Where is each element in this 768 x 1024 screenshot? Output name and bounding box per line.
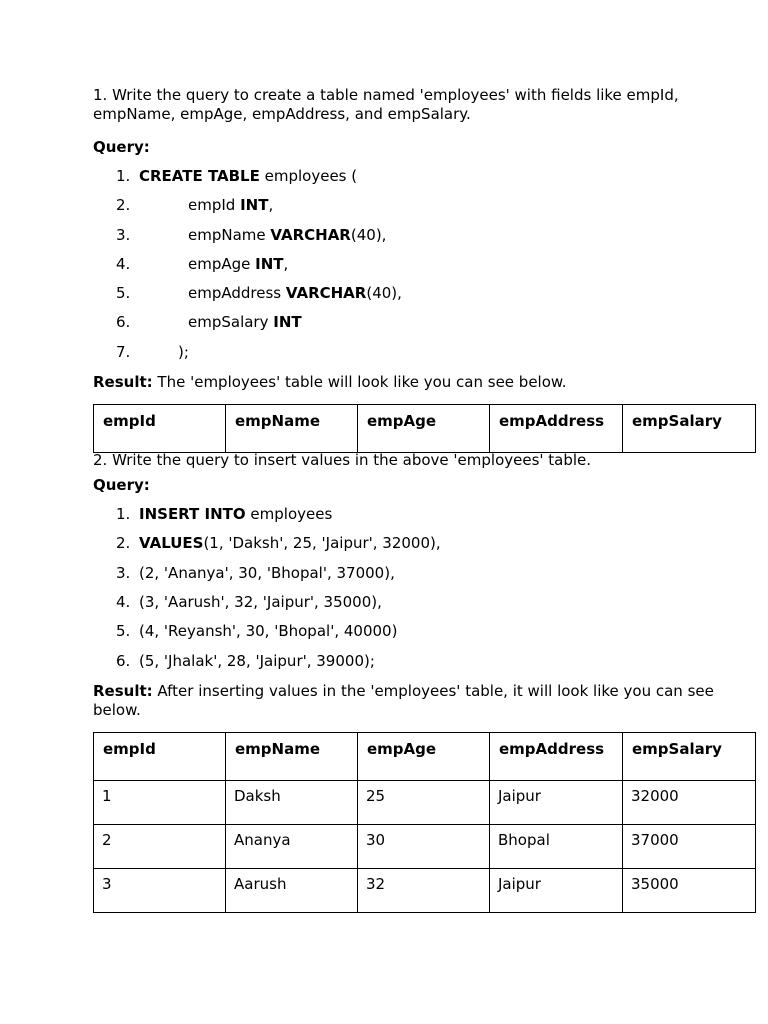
question-1: 1. Write the query to create a table named 'employees' with fields like empId, empName, empAge, empAddress, and empSalary. <box>93 86 679 123</box>
sql-text: ); <box>178 342 189 361</box>
code-line-number: 7. <box>116 342 131 361</box>
column-header: empId <box>94 732 226 780</box>
table-cell: Ananya <box>226 824 358 868</box>
sql-keyword: INT <box>273 313 302 332</box>
table-cell: 37000 <box>623 824 756 868</box>
column-header: empName <box>226 405 358 453</box>
column-header: empName <box>226 732 358 780</box>
sql-keyword: INT <box>240 196 269 215</box>
code-line-number: 5. <box>116 284 131 303</box>
table-cell: Aarush <box>226 868 358 912</box>
column-header: empSalary <box>623 732 756 780</box>
code-line-text <box>139 588 382 617</box>
code-line <box>93 279 755 308</box>
column-header: empSalary <box>623 405 756 453</box>
table-row <box>94 780 756 824</box>
code-line-text <box>139 338 189 367</box>
code-line-text <box>139 279 402 308</box>
table-cell: 3 <box>94 868 226 912</box>
sql-text: (4, 'Reyansh', 30, 'Bhopal', 40000) <box>139 622 398 641</box>
code-line-text <box>139 221 386 250</box>
table-cell: Bhopal <box>490 824 623 868</box>
code-line-number: 6. <box>116 313 131 332</box>
code-line-text <box>139 559 395 588</box>
table-cell: 32000 <box>623 780 756 824</box>
table-cell: Daksh <box>226 780 358 824</box>
employees-data-table <box>93 732 756 913</box>
code-line <box>93 617 755 646</box>
code-line-text <box>139 191 273 220</box>
query-label-1: Query: <box>93 138 150 156</box>
code-line-text <box>139 500 332 529</box>
code-line-number: 3. <box>116 225 131 244</box>
table-cell: Jaipur <box>490 780 623 824</box>
table-cell: 1 <box>94 780 226 824</box>
code-line <box>93 529 755 558</box>
table-cell: 30 <box>358 824 490 868</box>
sql-text: , <box>283 254 289 273</box>
sql-keyword: INT <box>255 254 284 273</box>
code-line <box>93 250 755 279</box>
sql-text: employees ( <box>259 167 358 185</box>
result-text-1: The 'employees' table will look like you can see below. <box>152 373 567 392</box>
sql-text: (40), <box>350 225 387 244</box>
sql-text: , <box>268 196 274 215</box>
sql-text: empAge <box>188 254 256 273</box>
result-label-1: Result: <box>93 373 153 392</box>
table-cell: Jaipur <box>490 868 623 912</box>
sql-text: empAddress <box>188 284 286 303</box>
sql-text: (5, 'Jhalak', 28, 'Jaipur', 39000); <box>139 651 375 670</box>
code-line-number: 3. <box>116 563 131 582</box>
sql-keyword: INSERT INTO <box>139 505 246 524</box>
code-line-text <box>139 308 302 337</box>
table-header-row <box>94 405 756 453</box>
column-header: empAddress <box>490 732 623 780</box>
table-row <box>94 868 756 912</box>
code-line <box>93 338 755 367</box>
sql-text: employees <box>245 505 333 524</box>
create-table-code <box>93 162 755 367</box>
code-line <box>93 162 755 191</box>
sql-text: (2, 'Ananya', 30, 'Bhopal', 37000), <box>139 563 395 582</box>
sql-text: (3, 'Aarush', 32, 'Jaipur', 35000), <box>139 592 382 611</box>
sql-keyword: VARCHAR <box>285 284 367 303</box>
sql-text: empSalary <box>188 313 274 332</box>
code-line-text <box>139 617 397 646</box>
table-header-row <box>94 732 756 780</box>
column-header: empAddress <box>490 405 623 453</box>
document-page <box>93 86 755 913</box>
code-line <box>93 588 755 617</box>
code-line-number: 4. <box>116 592 131 611</box>
code-line-number: 2. <box>116 534 131 553</box>
code-line <box>93 221 755 250</box>
table-row <box>94 824 756 868</box>
code-line-number: 1. <box>116 167 131 185</box>
code-line-text <box>139 647 375 676</box>
code-line <box>93 647 755 676</box>
table-cell: 35000 <box>623 868 756 912</box>
code-line-text <box>139 250 288 279</box>
sql-keyword: VARCHAR <box>270 225 351 244</box>
code-line-number: 4. <box>116 254 131 273</box>
code-line <box>93 559 755 588</box>
code-line-number: 1. <box>116 505 131 524</box>
table-cell: 32 <box>358 868 490 912</box>
result-label-2: Result: <box>93 681 153 700</box>
column-header: empAge <box>358 732 490 780</box>
code-line <box>93 308 755 337</box>
code-line-number: 2. <box>116 196 131 215</box>
query-label-2: Query: <box>93 476 150 495</box>
column-header: empAge <box>358 405 490 453</box>
sql-text: (40), <box>366 284 402 303</box>
result-line-2 <box>93 682 755 720</box>
code-line-text <box>139 162 357 191</box>
insert-values-code <box>93 500 755 676</box>
sql-text: empName <box>188 225 271 244</box>
result-line-1 <box>93 367 755 397</box>
code-line-text <box>139 529 441 558</box>
code-line-number: 6. <box>116 651 131 670</box>
code-line-number: 5. <box>116 622 131 641</box>
table-cell: 2 <box>94 824 226 868</box>
sql-text: (1, 'Daksh', 25, 'Jaipur', 32000), <box>203 534 441 553</box>
result-text-2: After inserting values in the 'employees' table, it will look like you can see below. <box>93 681 714 719</box>
code-line <box>93 191 755 220</box>
sql-keyword: VALUES <box>139 534 204 553</box>
table-cell: 25 <box>358 780 490 824</box>
column-header: empId <box>94 405 226 453</box>
sql-text: empId <box>188 196 241 215</box>
question-2: 2. Write the query to insert values in the above 'employees' table. <box>93 451 592 470</box>
code-line <box>93 500 755 529</box>
sql-keyword: CREATE TABLE <box>139 167 260 185</box>
employees-schema-table <box>93 404 756 453</box>
